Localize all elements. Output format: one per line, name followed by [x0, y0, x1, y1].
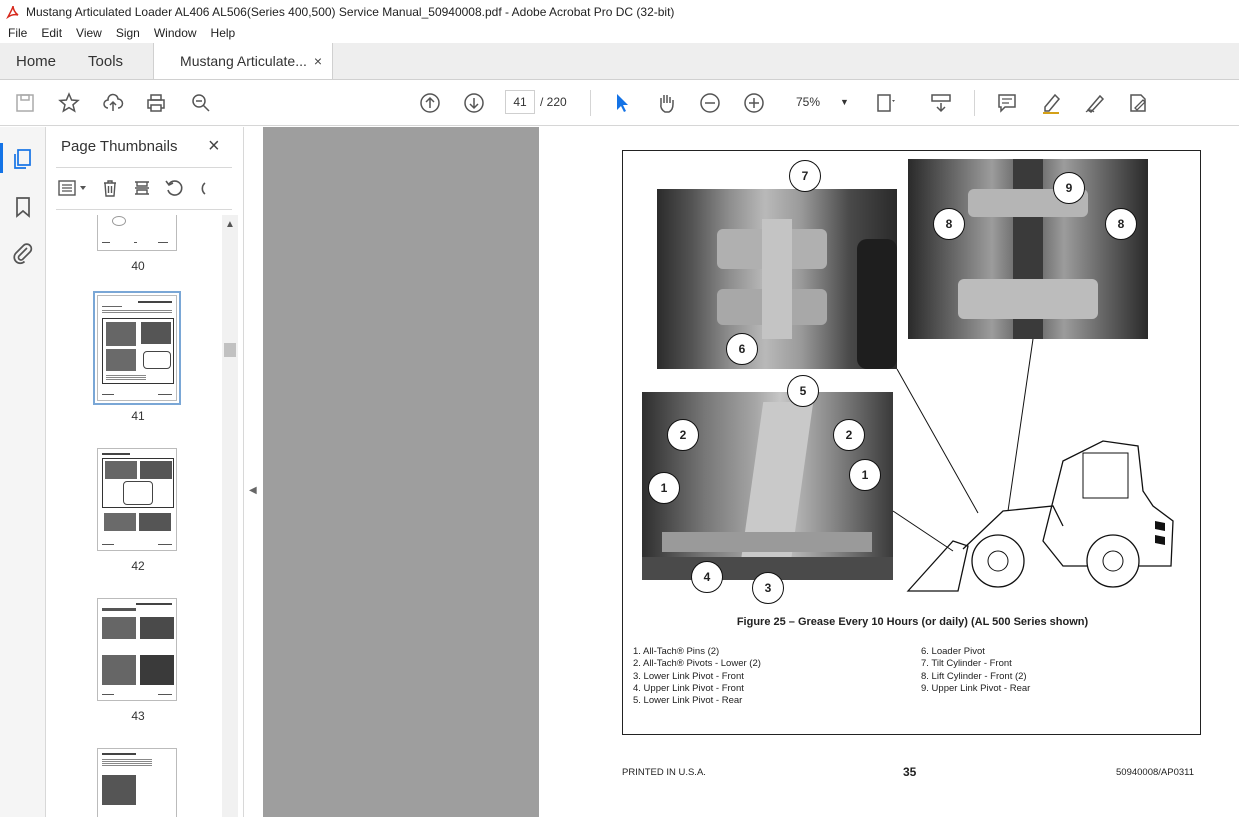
chevron-up-icon[interactable]: ▲	[225, 219, 235, 230]
divider	[56, 209, 232, 210]
thumbnail-page-42[interactable]	[97, 448, 177, 551]
callout-2-left: 2	[667, 419, 699, 451]
legend-item: 7. Tilt Cylinder - Front	[921, 658, 1012, 670]
previous-page-icon[interactable]	[418, 91, 442, 115]
figure-caption: Figure 25 – Grease Every 10 Hours (or daily) (AL 500 Series shown)	[736, 616, 1089, 628]
delete-page-icon[interactable]	[100, 178, 120, 203]
thumbnail-scrollbar[interactable]	[222, 215, 238, 817]
tab-bar	[0, 43, 1239, 80]
highlight-pen-icon[interactable]	[1039, 91, 1063, 115]
menu-sign[interactable]: Sign	[115, 26, 140, 40]
print-icon[interactable]	[144, 91, 168, 115]
hand-tool-icon[interactable]	[654, 91, 678, 115]
bookmark-star-icon[interactable]	[57, 91, 81, 115]
next-page-icon[interactable]	[462, 91, 486, 115]
attachments-icon[interactable]	[11, 241, 35, 265]
legend-item: 5. Lower Link Pivot - Rear	[633, 695, 743, 707]
thumbnail-label: 43	[131, 709, 145, 723]
thumbnail-page-41[interactable]	[97, 295, 177, 401]
callout-8-right: 8	[1105, 208, 1137, 240]
find-zoom-icon[interactable]	[189, 91, 213, 115]
thumbnail-label: 41	[131, 409, 145, 423]
callout-3: 3	[752, 572, 784, 604]
collapse-panel-handle[interactable]	[244, 127, 263, 817]
tab-tools[interactable]: Tools	[88, 52, 124, 70]
page-number: 35	[903, 765, 917, 779]
menu-window[interactable]: Window	[153, 26, 197, 40]
insert-page-icon[interactable]	[132, 178, 152, 203]
footer-document-code: 50940008/AP0311	[1116, 767, 1195, 778]
tab-document[interactable]	[153, 43, 333, 79]
tab-document-label: Mustang Articulate...	[180, 53, 307, 69]
zoom-level-select[interactable]	[786, 90, 854, 114]
document-background	[263, 127, 539, 817]
toolbar-divider	[974, 90, 975, 116]
figure-frame	[622, 150, 1201, 735]
callout-5: 5	[787, 375, 819, 407]
legend-item: 9. Upper Link Pivot - Rear	[921, 682, 1031, 694]
tab-close-icon[interactable]: ×	[313, 53, 323, 69]
rotate-left-icon[interactable]	[164, 178, 184, 203]
scroll-mode-icon[interactable]	[929, 91, 953, 115]
close-panel-icon[interactable]: ×	[208, 135, 220, 157]
thumbnail-page-43[interactable]	[97, 598, 177, 701]
chevron-down-icon: ▼	[840, 97, 849, 107]
page-total: / 220	[540, 95, 567, 109]
scrollbar-thumb[interactable]	[224, 343, 236, 357]
page-thumbnails-icon[interactable]	[11, 147, 35, 171]
thumbnail-tools	[58, 177, 206, 203]
callout-1-left: 1	[648, 472, 680, 504]
callout-9: 9	[1053, 172, 1085, 204]
menu-bar	[0, 23, 1239, 43]
zoom-in-icon[interactable]	[742, 91, 766, 115]
page-thumbnails-panel	[46, 127, 244, 817]
page-fit-icon[interactable]	[874, 91, 898, 115]
legend-item: 1. All-Tach® Pins (2)	[633, 646, 720, 657]
save-icon[interactable]	[13, 91, 37, 115]
callout-7: 7	[789, 160, 821, 192]
comment-icon[interactable]	[995, 91, 1019, 115]
active-indicator	[0, 143, 3, 173]
edit-pdf-icon[interactable]	[1126, 91, 1150, 115]
window-title: Mustang Articulated Loader AL406 AL506(Series 400,500) Service Manual_50940008.pdf - Adobe Acrobat Pro DC (32-bit)	[26, 4, 675, 19]
thumbnail-page-44[interactable]	[97, 748, 177, 817]
options-menu-icon[interactable]	[58, 179, 88, 202]
toolbar-divider	[590, 90, 591, 116]
thumbnail-label: 40	[131, 259, 145, 273]
zoom-out-icon[interactable]	[698, 91, 722, 115]
menu-file[interactable]: File	[8, 26, 28, 40]
left-navigation-rail	[0, 127, 46, 817]
thumbnail-label: 42	[131, 559, 145, 573]
legend-item: 6. Loader Pivot	[921, 646, 985, 657]
legend-item: 8. Lift Cylinder - Front (2)	[921, 670, 1027, 682]
legend-item: 2. All-Tach® Pivots - Lower (2)	[633, 658, 761, 670]
callout-6: 6	[726, 333, 758, 365]
menu-view[interactable]: View	[76, 26, 102, 40]
callout-8-left: 8	[933, 208, 965, 240]
zoom-value: 75%	[796, 95, 821, 109]
menu-edit[interactable]: Edit	[41, 26, 63, 40]
upload-cloud-icon[interactable]	[101, 91, 125, 115]
chevron-left-icon[interactable]: ◀	[249, 485, 257, 496]
select-cursor-icon[interactable]	[610, 91, 634, 115]
callout-4: 4	[691, 561, 723, 593]
menu-help[interactable]: Help	[210, 26, 236, 40]
sign-icon[interactable]	[1083, 91, 1107, 115]
callout-2-right: 2	[833, 419, 865, 451]
bookmarks-icon[interactable]	[11, 195, 35, 219]
divider	[56, 167, 232, 168]
document-page	[539, 127, 1239, 817]
tab-home[interactable]: Home	[16, 52, 57, 70]
footer-printed: PRINTED IN U.S.A.	[622, 767, 706, 778]
thumbnail-page-40[interactable]	[97, 215, 177, 251]
panel-title: Page Thumbnails	[61, 138, 178, 155]
thumbnail-list	[46, 215, 222, 817]
rotate-right-icon[interactable]	[196, 178, 206, 203]
page-number-input[interactable]: 41	[505, 90, 535, 114]
acrobat-logo-icon	[6, 5, 20, 19]
legend-item: 4. Upper Link Pivot - Front	[633, 682, 744, 694]
title-bar	[0, 0, 1239, 23]
legend-item: 3. Lower Link Pivot - Front	[633, 670, 744, 682]
legend-right	[921, 646, 1030, 695]
callout-1-right: 1	[849, 459, 881, 491]
legend-left	[633, 646, 761, 707]
